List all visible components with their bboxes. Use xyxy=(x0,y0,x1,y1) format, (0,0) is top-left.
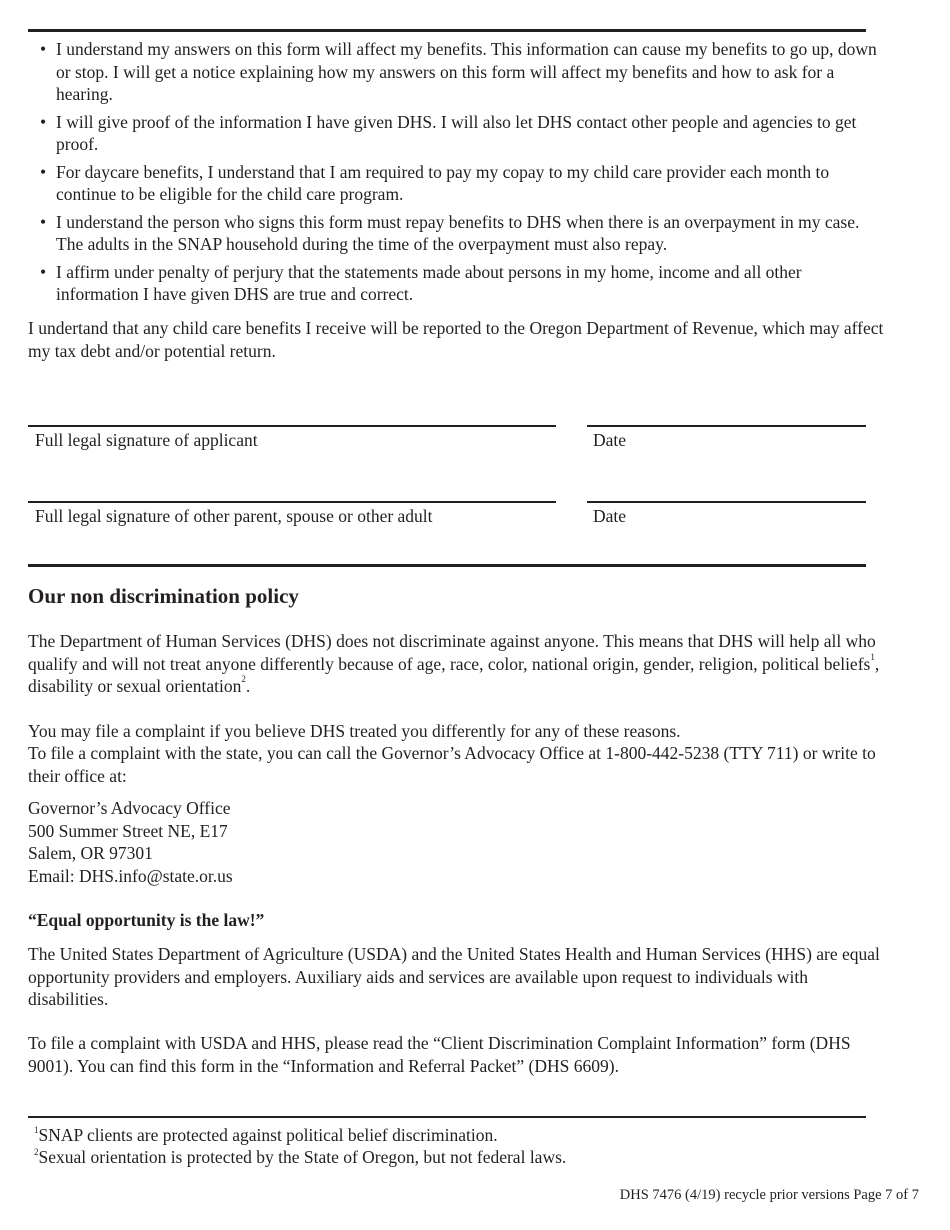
form-footer: DHS 7476 (4/19) recycle prior versions Page 7 of 7 xyxy=(619,1187,919,1203)
applicant-date-label: Date xyxy=(593,430,627,450)
affirmation-item: • I understand my answers on this form will affect my benefits. This information can cause my benefits to go up, down or stop. I will get a notice explaining how my answers on this form will affect my benefits and how to ask for a hearing. xyxy=(28,38,888,106)
office-email: Email: DHS.info@state.or.us xyxy=(28,865,233,886)
applicant-date-line[interactable] xyxy=(587,425,866,427)
complaint-line-1: You may file a complaint if you believe DHS treated you differently for any of these reasons. xyxy=(28,721,681,741)
office-name: Governor’s Advocacy Office xyxy=(28,798,231,818)
usda-statement: The United States Department of Agriculture (USDA) and the United States Health and Human Services (HHS) are equal opportunity providers and employers. Auxiliary aids and services are available upon request to individuals with disabilities. xyxy=(28,944,880,1009)
footnote-2-text: Sexual orientation is protected by the State of Oregon, but not federal laws. xyxy=(38,1147,567,1167)
affirmation-list xyxy=(28,38,888,311)
affirmation-item: • I will give proof of the information I have given DHS. I will also let DHS contact other people and agencies to get proof. xyxy=(28,111,888,156)
applicant-signature-label: Full legal signature of applicant xyxy=(35,430,258,450)
policy-intro-text: The Department of Human Services (DHS) does not discriminate against anyone. This means that DHS will help all who qualify and will not treat anyone differently because of age, race, color, national origin, gender, religion, political beliefs xyxy=(28,631,876,674)
section-divider xyxy=(28,564,866,567)
top-rule xyxy=(28,29,866,32)
footnote-ref-2: 2 xyxy=(241,674,246,684)
office-address xyxy=(28,797,888,887)
applicant-signature-line[interactable] xyxy=(28,425,556,427)
other-signature-label: Full legal signature of other parent, spouse or other adult xyxy=(35,506,433,526)
usda-complaint: To file a complaint with USDA and HHS, please read the “Client Discrimination Complaint Information” form (DHS 9001). You can find this form in the “Information and Referral Packet” (DHS 6609). xyxy=(28,1033,851,1076)
footnote-rule xyxy=(28,1116,866,1118)
complaint-line-2: To file a complaint with the state, you can call the Governor’s Advocacy Office at 1-800-442-5238 (TTY 711) or write to their office at: xyxy=(28,743,876,786)
other-date-label: Date xyxy=(593,506,627,526)
affirmation-item: • I understand the person who signs this form must repay benefits to DHS when there is an overpayment in my case. The adults in the SNAP household during the time of the overpayment must also repay. xyxy=(28,211,888,256)
office-city: Salem, OR 97301 xyxy=(28,843,153,863)
equal-opportunity-heading: “Equal opportunity is the law!” xyxy=(28,910,265,930)
footnote-1-mark: 1 xyxy=(34,1125,39,1135)
other-date-line[interactable] xyxy=(587,501,866,503)
affirmation-item: • I affirm under penalty of perjury that the statements made about persons in my home, income and all other information I have given DHS are true and correct. xyxy=(28,261,888,306)
footnote-2 xyxy=(34,1146,566,1169)
other-signature-line[interactable] xyxy=(28,501,556,503)
revenue-notice: I undertand that any child care benefits I receive will be reported to the Oregon Department of Revenue, which may affect my tax debt and/or potential return. xyxy=(28,318,884,361)
footnote-2-mark: 2 xyxy=(34,1147,39,1157)
footnote-ref-1: 1 xyxy=(870,651,875,662)
policy-intro xyxy=(28,630,888,698)
footnote-1-text: SNAP clients are protected against political belief discrimination. xyxy=(38,1125,498,1145)
policy-heading: Our non discrimination policy xyxy=(28,584,299,608)
policy-intro-end: . xyxy=(245,676,251,696)
affirmation-item: • For daycare benefits, I understand that I am required to pay my copay to my child care provider each month to continue to be eligible for the child care program. xyxy=(28,161,888,206)
policy-intro-text-2: , disability or sexual orientation xyxy=(28,653,880,696)
footnote-1 xyxy=(34,1124,498,1147)
office-street: 500 Summer Street NE, E17 xyxy=(28,820,228,841)
